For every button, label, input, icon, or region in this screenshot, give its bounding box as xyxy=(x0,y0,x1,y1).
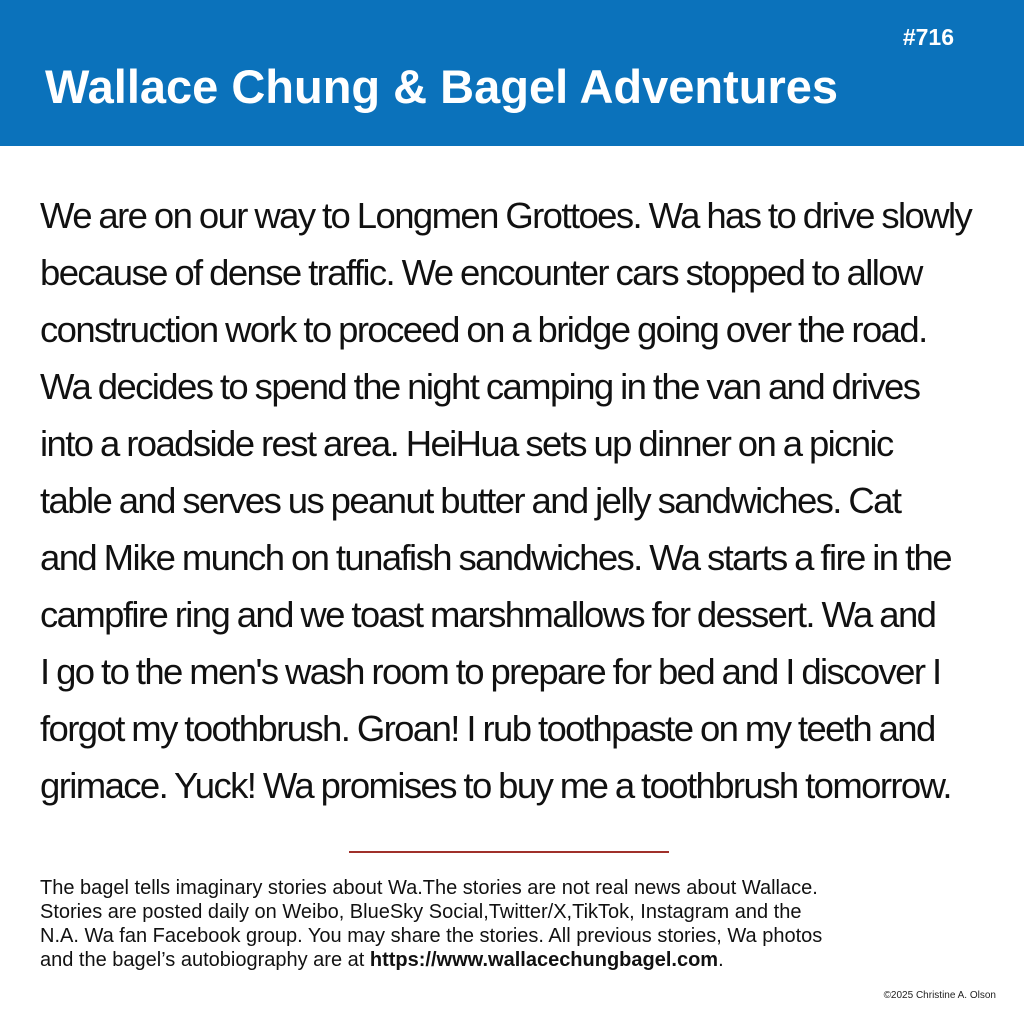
story-line: because of dense traffic. We encounter cars stopped to allow xyxy=(40,252,922,293)
story-line: into a roadside rest area. HeiHua sets up dinner on a picnic xyxy=(40,423,893,464)
footer-line: The bagel tells imaginary stories about Wa.The stories are not real news about Wallace. xyxy=(40,877,818,899)
footer-disclaimer xyxy=(40,876,1000,972)
story-line: Wa decides to spend the night camping in the van and drives xyxy=(40,366,920,407)
story-line: table and serves us peanut butter and jelly sandwiches. Cat xyxy=(40,480,901,521)
copyright-notice: ©2025 Christine A. Olson xyxy=(883,990,996,1001)
header-banner xyxy=(0,0,1024,146)
story-line: I go to the men's wash room to prepare for bed and I discover I xyxy=(40,651,941,692)
story-line: and Mike munch on tunafish sandwiches. Wa starts a fire in the xyxy=(40,537,951,578)
footer-line: Stories are posted daily on Weibo, BlueSky Social,Twitter/X,TikTok, Instagram and the xyxy=(40,901,802,923)
page-title: Wallace Chung & Bagel Adventures xyxy=(45,60,839,113)
story-line: construction work to proceed on a bridge going over the road. xyxy=(40,309,927,350)
story-line: campfire ring and we toast marshmallows for dessert. Wa and xyxy=(40,594,936,635)
story-body xyxy=(40,187,1002,814)
footer-line: N.A. Wa fan Facebook group. You may share the stories. All previous stories, Wa photos xyxy=(40,925,823,947)
story-line: forgot my toothbrush. Groan! I rub toothpaste on my teeth and xyxy=(40,708,935,749)
story-line: grimace. Yuck! Wa promises to buy me a toothbrush tomorrow. xyxy=(40,765,951,806)
section-divider xyxy=(349,851,669,853)
footer-line-prefix: and the bagel’s autobiography are at xyxy=(40,949,370,971)
footer-line-suffix: . xyxy=(718,949,724,971)
story-number: #716 xyxy=(902,24,954,50)
website-link[interactable]: https://www.wallacechungbagel.com xyxy=(369,949,719,971)
footer-line-with-link xyxy=(40,948,1000,972)
story-line: We are on our way to Longmen Grottoes. Wa has to drive slowly xyxy=(40,195,972,236)
